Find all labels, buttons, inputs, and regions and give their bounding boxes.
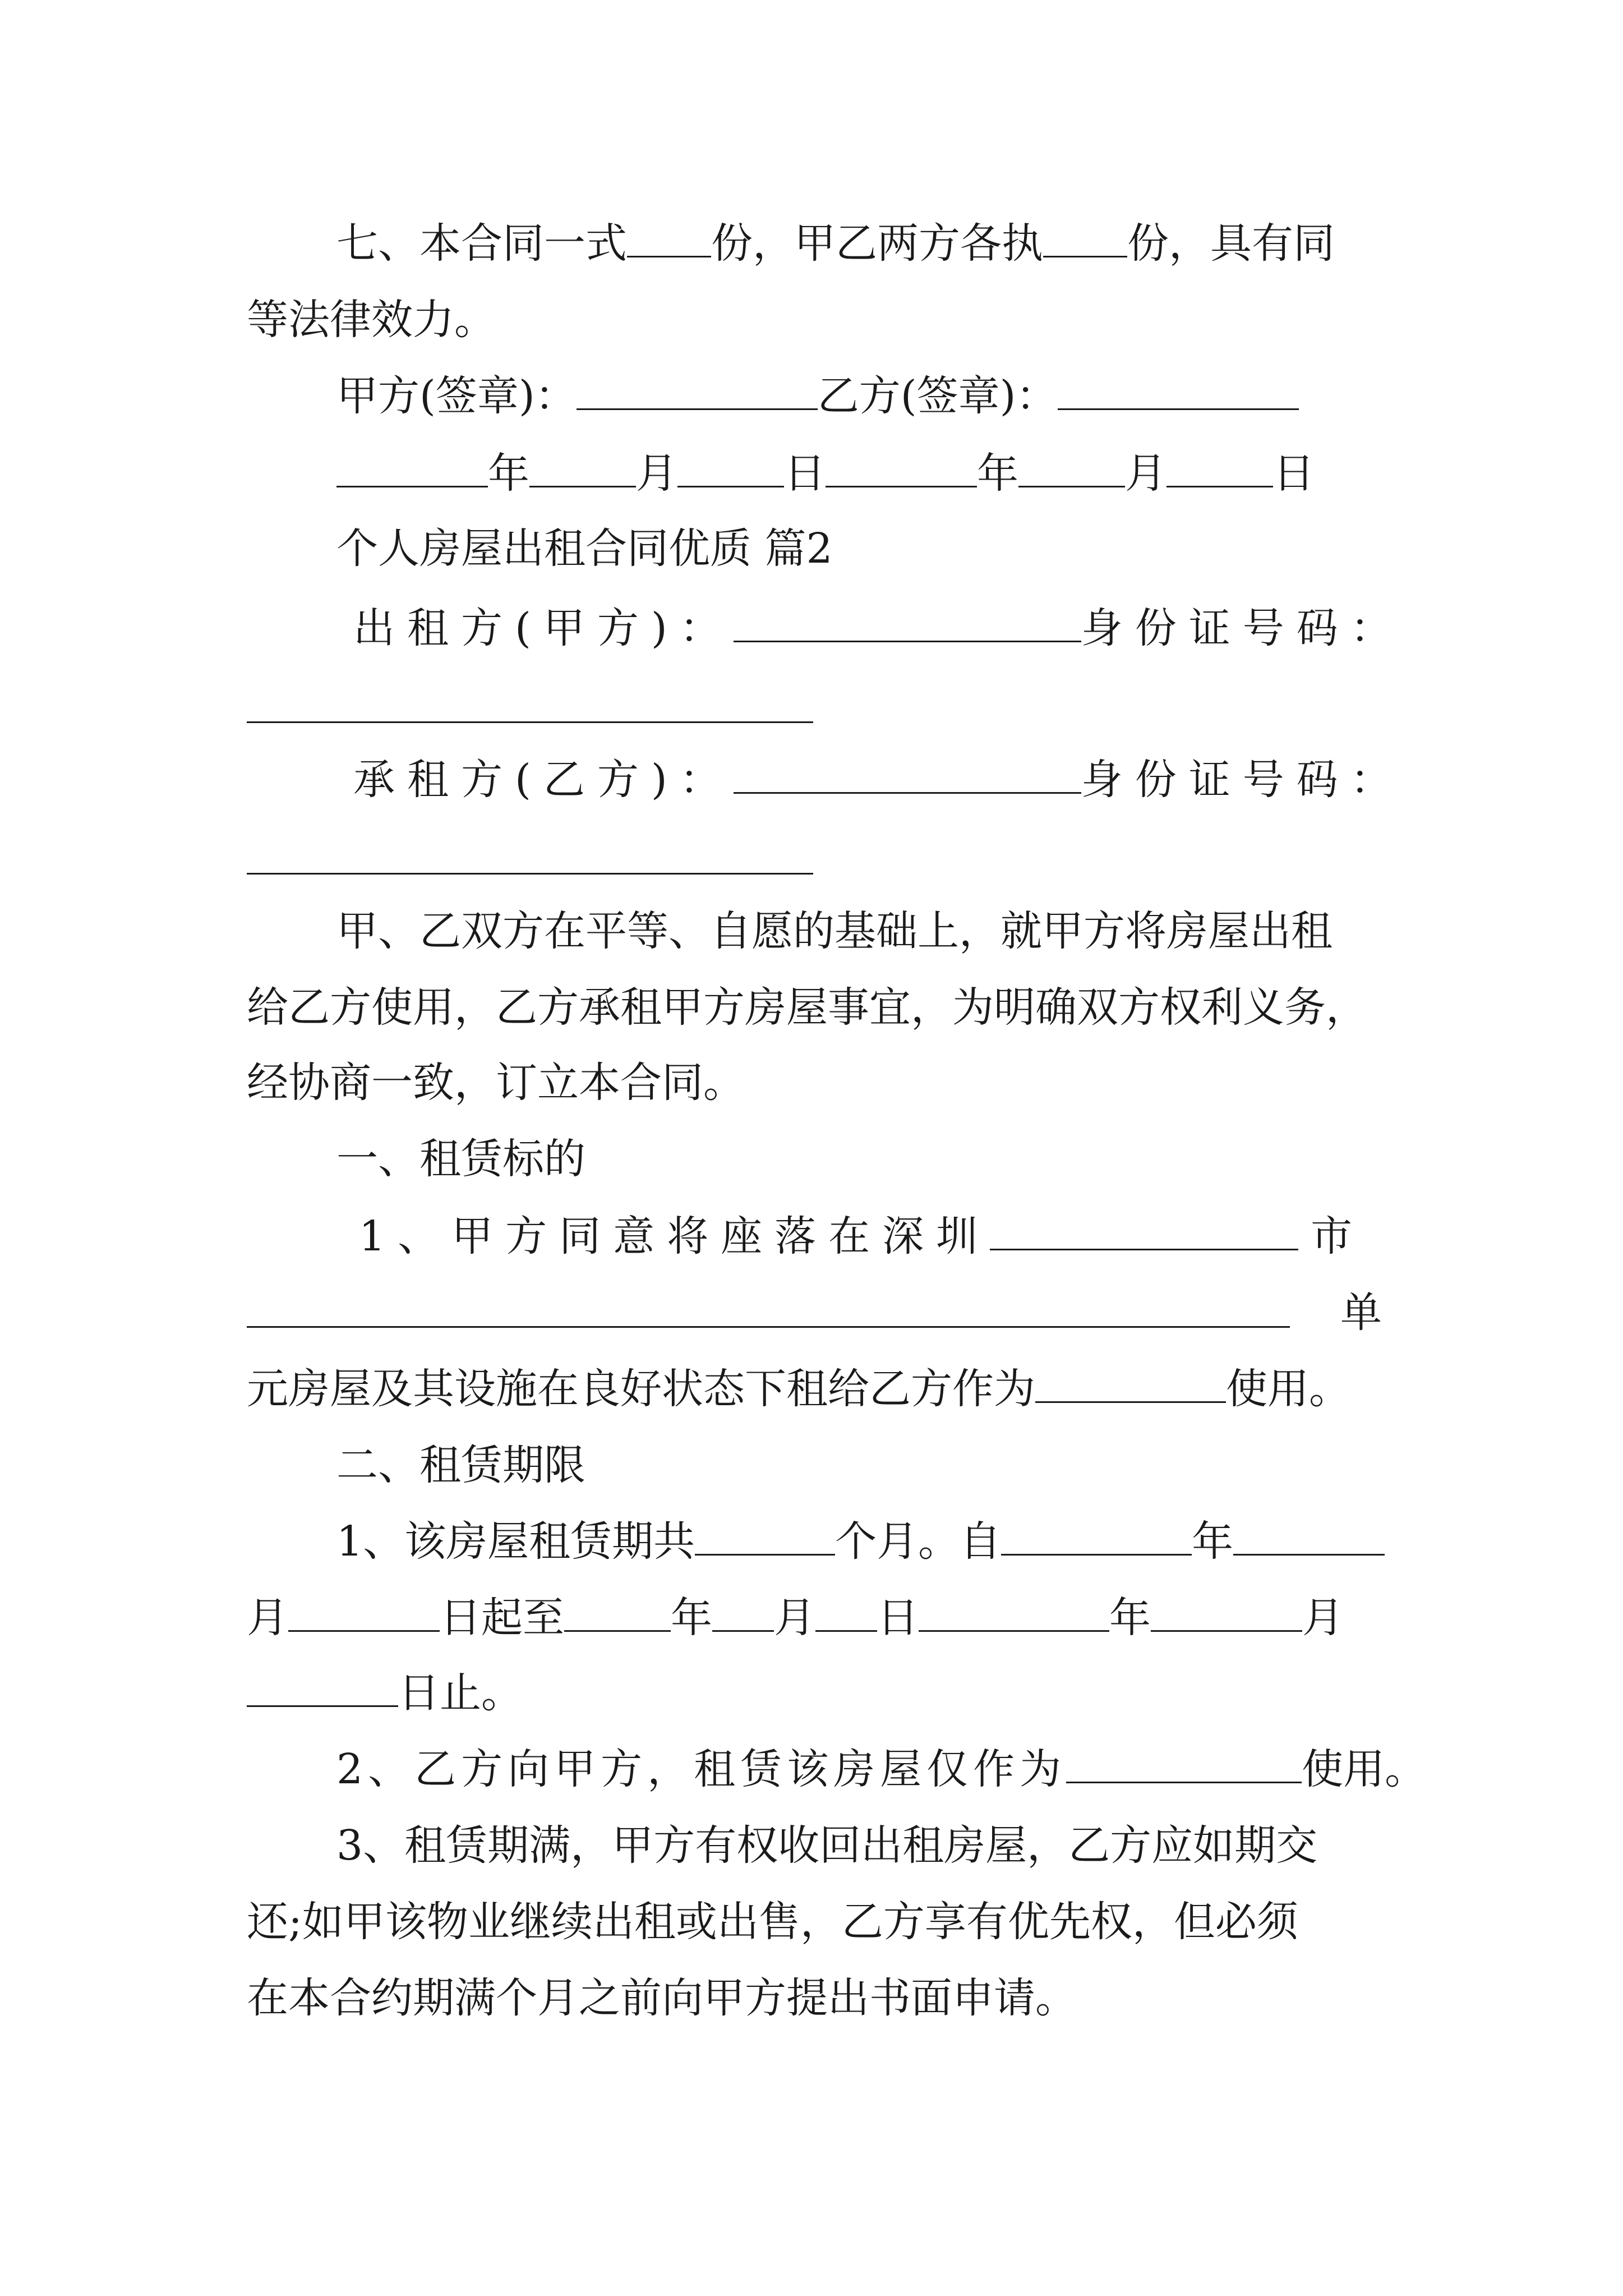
blank-year[interactable] xyxy=(564,1598,671,1632)
clause-2-1-line-2 xyxy=(247,1590,1344,1646)
date-line xyxy=(336,445,1315,501)
blank-month[interactable] xyxy=(712,1598,774,1632)
party-b-sign-label: 乙方(签章)： xyxy=(817,372,1058,420)
text-segment: 使用。 xyxy=(1302,1745,1427,1793)
blank-day-a[interactable] xyxy=(677,453,784,487)
blank-address[interactable] xyxy=(247,1326,1290,1328)
blank-day[interactable] xyxy=(815,1598,877,1632)
blank-months[interactable] xyxy=(695,1521,835,1556)
blank-end-month[interactable] xyxy=(1151,1598,1302,1632)
party-b-sign-blank[interactable] xyxy=(1058,376,1299,410)
text-segment: 1、甲方同意将座落在深圳 xyxy=(359,1212,990,1260)
lessor-name-blank[interactable] xyxy=(734,608,1081,642)
party-a-sign-label: 甲方(签章)： xyxy=(336,372,577,420)
blank-year-b[interactable] xyxy=(826,453,977,487)
text-segment: 年 xyxy=(1192,1517,1234,1566)
clause-2-2 xyxy=(336,1741,1426,1797)
clause-1-1-line-1 xyxy=(359,1208,1364,1264)
preamble-line-2: 给乙方使用，乙方承租甲方房屋事宜，为明确双方权利义务， xyxy=(247,983,1367,1032)
text-segment: 个月。自 xyxy=(835,1517,1002,1566)
blank-month-b[interactable] xyxy=(1018,453,1125,487)
text-segment: 日 xyxy=(877,1594,919,1642)
text-segment: 2、乙方向甲方，租赁该房屋仅作为 xyxy=(336,1745,1067,1793)
text-segment: 年 xyxy=(1109,1594,1151,1642)
blank-month-a[interactable] xyxy=(529,453,636,487)
text-segment: 市 xyxy=(1311,1212,1365,1260)
blank-start-day[interactable] xyxy=(288,1598,440,1632)
blank-usage[interactable] xyxy=(1035,1369,1226,1403)
lessee-id-label: 身份证号码： xyxy=(1081,756,1404,804)
text-segment: 月 xyxy=(774,1594,815,1642)
lessee-name-blank[interactable] xyxy=(734,760,1081,794)
preamble-line-1: 甲、乙双方在平等、自愿的基础上，就甲方将房屋出租 xyxy=(336,907,1332,955)
blank-day-b[interactable] xyxy=(1166,453,1273,487)
text-segment: 份，具有同 xyxy=(1127,219,1335,268)
clause-2-3-line-3: 在本合约期满个月之前向甲方提出书面申请。 xyxy=(247,1974,1077,2022)
text-segment: 1、该房屋租赁期共 xyxy=(336,1517,695,1566)
preamble-line-3: 经协商一致，订立本合同。 xyxy=(247,1059,745,1107)
year-label: 年 xyxy=(977,449,1018,498)
clause-2-1-line-3 xyxy=(247,1665,523,1721)
text-segment: 七、本合同一式 xyxy=(336,219,627,268)
signature-line xyxy=(336,368,1299,424)
blank-copies-each[interactable] xyxy=(1043,223,1127,257)
lessee-label: 承租方(乙方)： xyxy=(353,756,734,804)
blank-end-day[interactable] xyxy=(247,1673,398,1707)
text-segment: 年 xyxy=(671,1594,712,1642)
blank-city-district[interactable] xyxy=(990,1216,1298,1250)
text-segment: 日止。 xyxy=(398,1669,523,1717)
clause-7-line-1 xyxy=(336,215,1335,272)
clause-2-3-line-2: 还;如甲该物业继续出租或出售，乙方享有优先权，但必须 xyxy=(247,1898,1298,1946)
section-heading: 个人房屋出租合同优质 篇2 xyxy=(336,524,833,573)
day-label: 日 xyxy=(784,449,826,498)
clause-2-1-line-1 xyxy=(336,1513,1385,1570)
blank-year-a[interactable] xyxy=(336,453,488,487)
text-segment: 份，甲乙两方各执 xyxy=(711,219,1043,268)
text-segment: 月 xyxy=(247,1594,288,1642)
lessee-id-blank[interactable] xyxy=(247,873,813,875)
blank-start-month[interactable] xyxy=(1233,1521,1385,1556)
lessor-id-label: 身份证号码： xyxy=(1081,604,1404,652)
text-segment: 使用。 xyxy=(1226,1365,1350,1413)
section-2-title: 二、租赁期限 xyxy=(336,1441,585,1489)
text-segment: 月 xyxy=(1302,1594,1344,1642)
blank-end-year[interactable] xyxy=(919,1598,1109,1632)
day-label: 日 xyxy=(1273,449,1315,498)
section-1-title: 一、租赁标的 xyxy=(336,1135,585,1183)
lessor-label: 出租方(甲方)： xyxy=(353,604,734,652)
clause-2-3-line-1: 3、租赁期满，甲方有权收回出租房屋，乙方应如期交 xyxy=(336,1821,1318,1870)
blank-start-year[interactable] xyxy=(1001,1521,1192,1556)
lessor-id-blank[interactable] xyxy=(247,721,813,723)
unit-char: 单 xyxy=(1340,1289,1382,1337)
month-label: 月 xyxy=(1125,449,1166,498)
year-label: 年 xyxy=(488,449,529,498)
lessor-line xyxy=(353,600,1404,656)
clause-7-line-2: 等法律效力。 xyxy=(247,296,496,344)
text-segment: 日起至 xyxy=(440,1594,564,1642)
text-segment: 元房屋及其设施在良好状态下租给乙方作为 xyxy=(247,1365,1035,1413)
blank-copies-total[interactable] xyxy=(627,223,711,257)
lessee-line xyxy=(353,752,1404,808)
blank-usage-2[interactable] xyxy=(1066,1749,1302,1783)
party-a-sign-blank[interactable] xyxy=(577,376,818,410)
clause-1-1-line-3 xyxy=(247,1361,1350,1417)
month-label: 月 xyxy=(636,449,677,498)
